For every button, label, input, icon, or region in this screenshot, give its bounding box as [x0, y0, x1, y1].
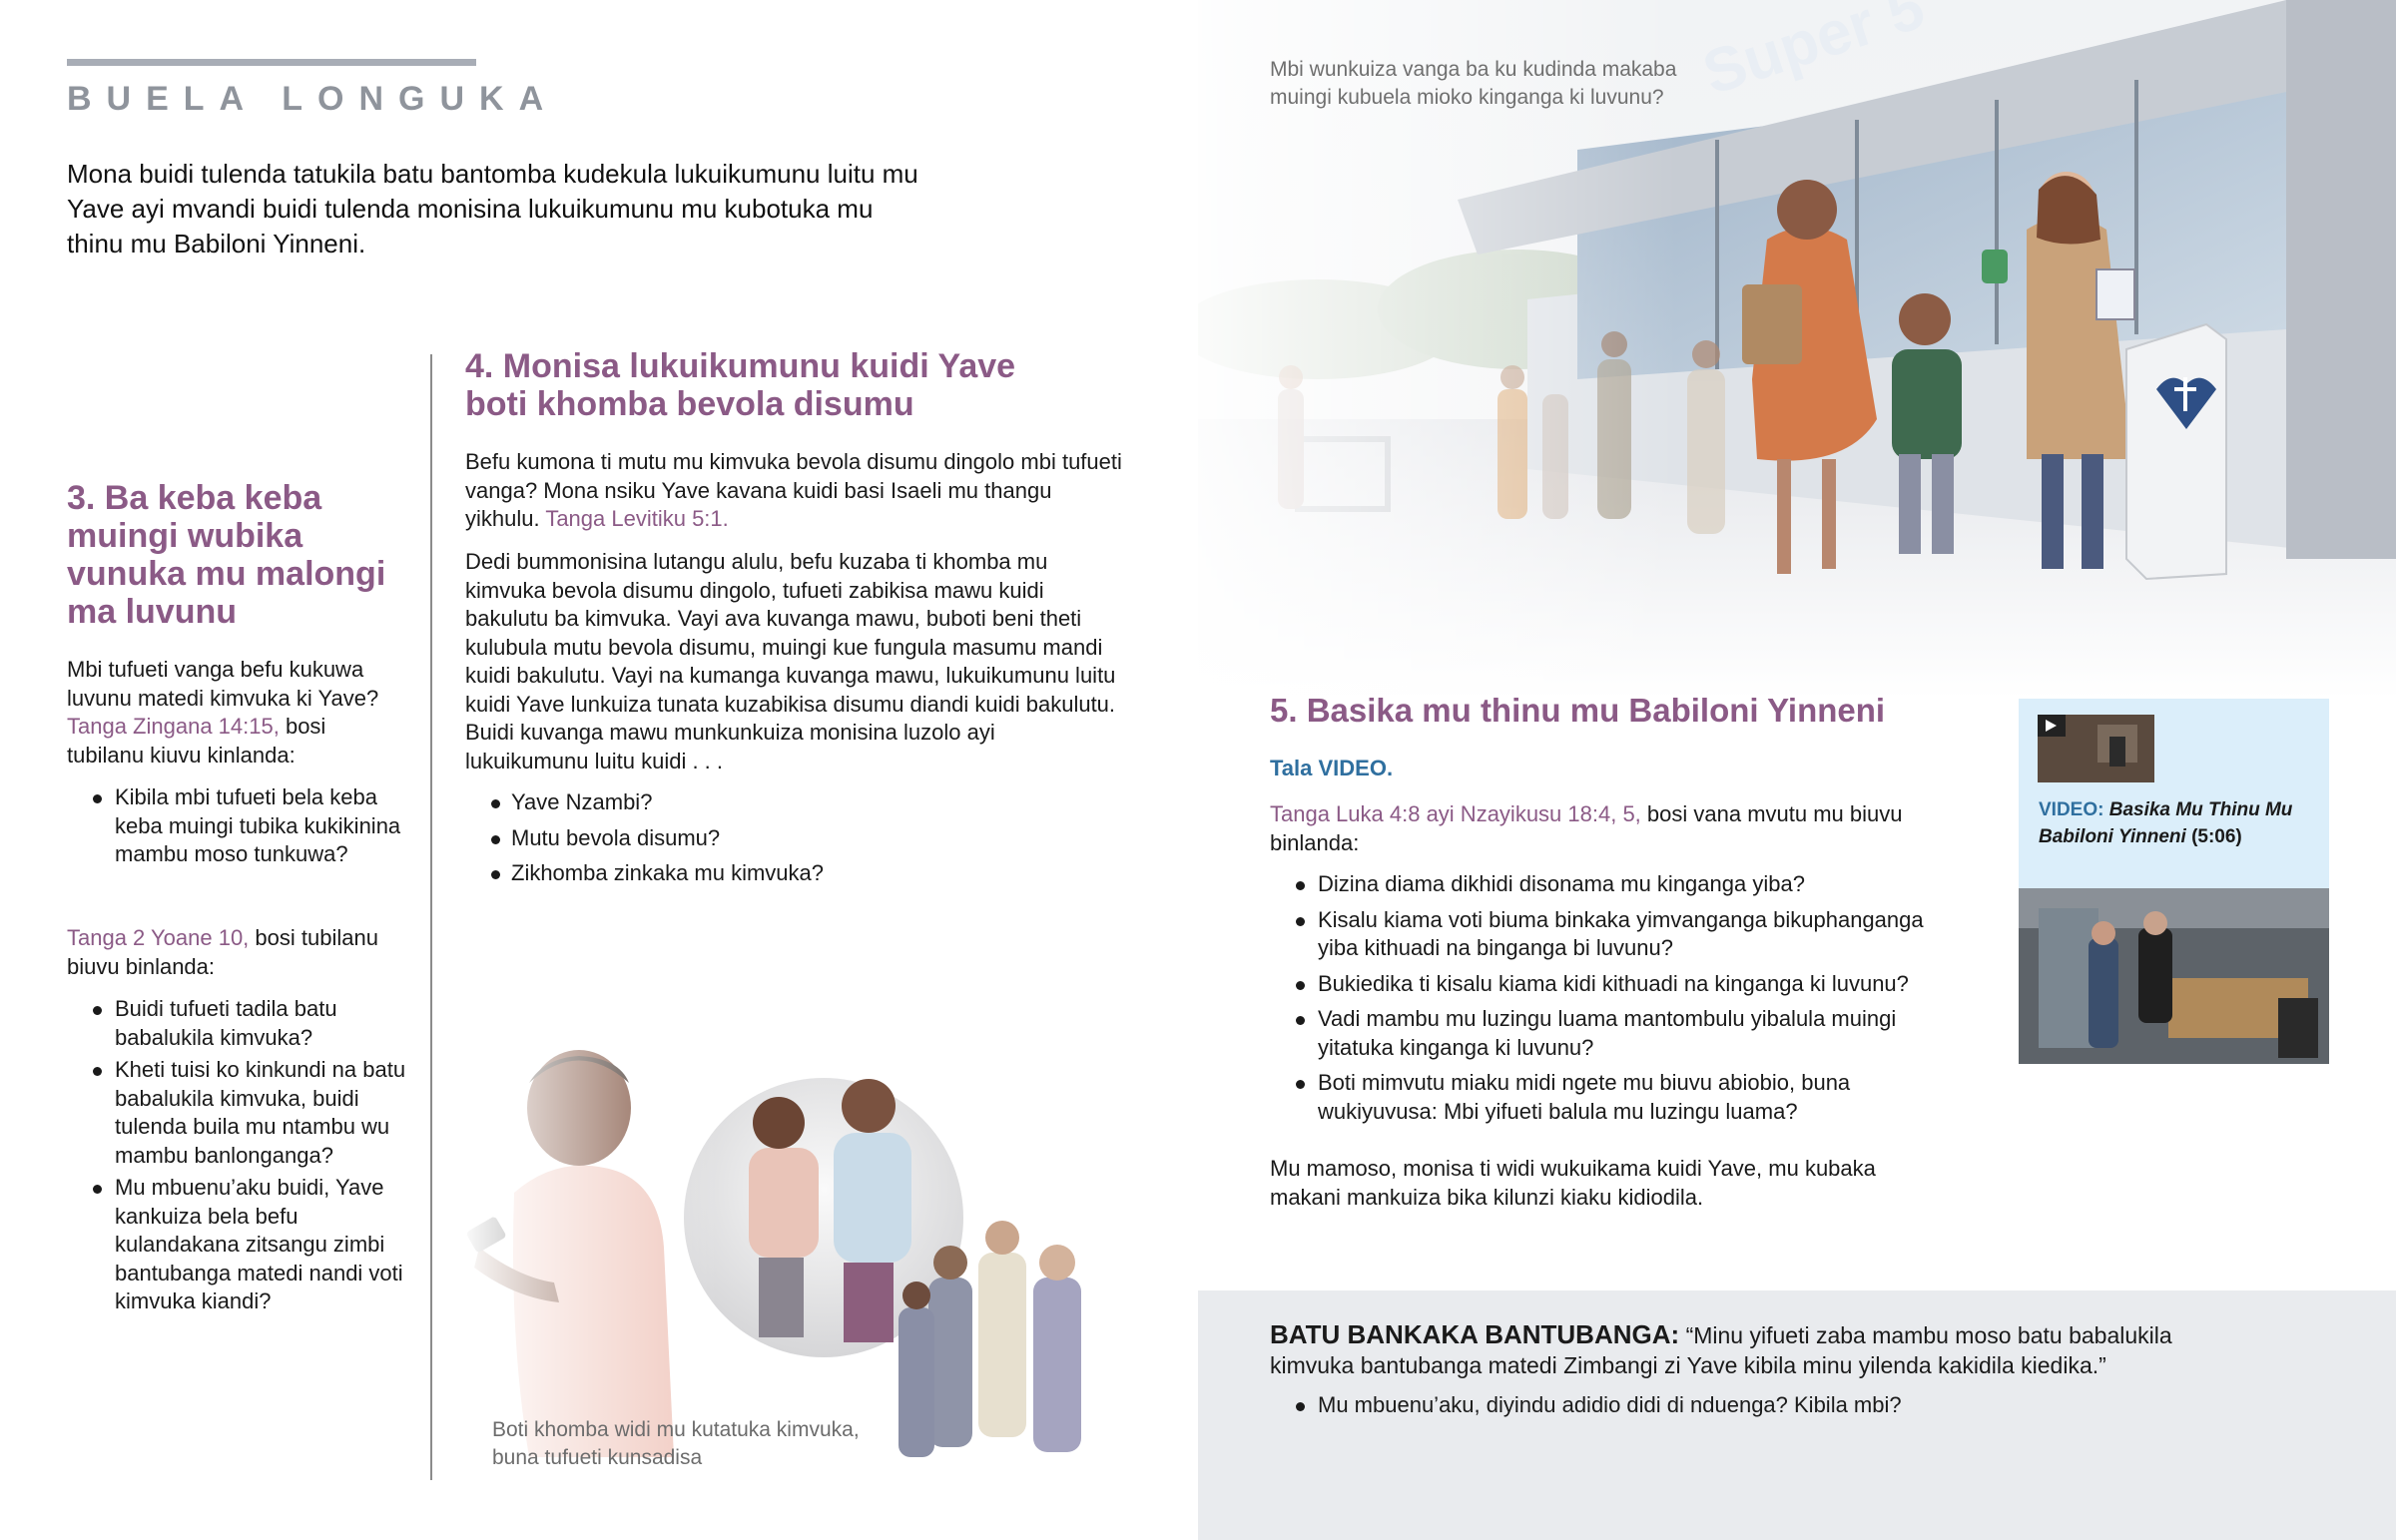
- section-5-bullets: [1270, 870, 1969, 1126]
- section-3-paragraph-2: [67, 924, 406, 981]
- video-thumbnail-small[interactable]: [2038, 715, 2154, 782]
- list-item: Zikhomba zinkaka mu kimvuka?: [465, 859, 1124, 888]
- list-item: Yave Nzambi?: [465, 788, 1124, 817]
- list-item: Dizina diama dikhidi disonama mu kinganga yiba?: [1270, 870, 1969, 899]
- section-3-title: 3. Ba keba keba muingi wubika vunuka mu malongi ma luvunu: [67, 479, 386, 631]
- section-heading-digging: BUELA LONGUKA: [67, 80, 559, 118]
- list-item: Buidi tufueti tadila batu babalukila kimvuka?: [67, 995, 406, 1052]
- list-item: Mu mbuenu’aku, diyindu adidio didi di nduenga? Kibila mbi?: [1270, 1391, 2248, 1420]
- section-4-title: 4. Monisa lukuikumunu kuidi Yave boti khomba bevola disumu: [465, 347, 1016, 423]
- video-tag: VIDEO:: [2039, 799, 2104, 820]
- watch-video-link[interactable]: Tala VIDEO.: [1270, 756, 1394, 780]
- section-4-paragraph-1: [465, 448, 1124, 534]
- others-say-quote: “Minu yifueti zaba mambu moso batu babalukila kimvuka bantubanga matedi Zimbangi zi Yave kibila minu yilenda kakidila kiedika.”: [1270, 1322, 2172, 1378]
- video-scene: [2019, 888, 2329, 1064]
- section-5-title: 5. Basika mu thinu mu Babiloni Yinneni: [1270, 692, 1886, 729]
- section-5-p1-after: bosi vana mvutu mu biuvu binlanda:: [1270, 801, 1903, 855]
- others-say-label: BATU BANKAKA BANTUBANGA:: [1270, 1319, 1680, 1349]
- column-divider: [430, 354, 432, 1480]
- video-label: [2039, 796, 2318, 850]
- section-4-paragraph-2: Dedi bummonisina lutangu alulu, befu kuzaba ti khomba mu kimvuka bevola disumu dingolo, tufueti zabikisa mawu kuidi bakulutu ba kimvuka. Vayi ava kuvanga mawu, buboti beni theti kulubula mutu bevola disumu, muingi kue fungula masumu mandi kuidi bakulutu. Vayi na kumanga kuvanga mawu, lukuikumunu luitu kuidi Yave lunkuiza tunata kuzabikisa disumu diandi kuidi bakulutu. Buidi kuvanga mawu munkunkuiza monisina luzolo ayi lukuikumunu luitu kuidi . . .: [465, 549, 1116, 773]
- section-3-questions-2: [67, 995, 406, 1316]
- play-icon: [2038, 715, 2154, 782]
- section-3-paragraph-1: [67, 656, 406, 770]
- video-duration: (5:06): [2191, 826, 2242, 847]
- video-title[interactable]: Basika Mu Thinu Mu Babiloni Yinneni: [2039, 799, 2293, 847]
- section-3-p2-after: bosi tubilanu biuvu binlanda:: [67, 925, 378, 979]
- video-thumbnail-main[interactable]: [2019, 888, 2329, 1064]
- section-3-questions-1: [67, 783, 406, 869]
- list-item: Mutu bevola disumu?: [465, 824, 1124, 853]
- list-item: Boti mimvutu miaku midi ngete mu biuvu abiobio, buna wukiyuvusa: Mbi yifueti balula mu luzingu luama?: [1270, 1069, 1969, 1126]
- scripture-ref-leviticus[interactable]: Tanga Levitiku 5:1.: [545, 506, 729, 531]
- list-item: Mu mbuenu’aku buidi, Yave kankuiza bela befu kulandakana zitsangu zimbi bantubanga matedi nandi voti kimvuka kiandi?: [67, 1174, 406, 1316]
- list-item: Kibila mbi tufueti bela keba keba muingi tubika kukikinina mambu moso tunkuwa?: [67, 783, 406, 869]
- intro-paragraph: Mona buidi tulenda tatukila batu bantomba kudekula lukuikumunu luitu mu Yave ayi mvandi buidi tulenda monisina lukuikumunu mu kubotuka mu thinu mu Babiloni Yinneni.: [67, 159, 918, 258]
- scripture-ref-proverbs[interactable]: Tanga Zingana 14:15,: [67, 714, 280, 739]
- others-say-question: [1270, 1391, 2248, 1420]
- section-3-p1-text: Mbi tufueti vanga befu kukuwa luvunu matedi kimvuka ki Yave?: [67, 657, 379, 711]
- header-rule: [67, 59, 476, 66]
- section-5-closing: Mu mamoso, monisa ti widi wukuikama kuidi Yave, mu kubaka makani mankuiza bika kilunzi kiaku kidiodila.: [1270, 1156, 1876, 1210]
- section-4-p1-text: Befu kumona ti mutu mu kimvuka bevola disumu dingolo mbi tufueti vanga? Mona nsiku Yave kavana kuidi basi Isaeli mu thangu yikhulu.: [465, 449, 1122, 531]
- others-say-text: [1270, 1319, 2248, 1380]
- list-item: Kheti tuisi ko kinkundi na batu babalukila kimvuka, buidi tulenda buila mu ntambu wu mambu banlonganga?: [67, 1056, 406, 1170]
- scripture-ref-luke-revelation[interactable]: Tanga Luka 4:8 ayi Nzayikusu 18:4, 5,: [1270, 801, 1641, 826]
- list-item: Vadi mambu mu luzingu luama mantombulu yibalula muingi yitatuka kinganga ki luvunu?: [1270, 1005, 1969, 1062]
- section-4-bullets: [465, 788, 1124, 888]
- scripture-ref-2-john[interactable]: Tanga 2 Yoane 10,: [67, 925, 250, 950]
- illustration-caption: Boti khomba widi mu kutatuka kimvuka, buna tufueti kunsadisa: [492, 1418, 860, 1469]
- illustration-caption-right: Mbi wunkuiza vanga ba ku kudinda makaba muingi kubuela mioko kinganga ki luvunu?: [1270, 58, 1677, 109]
- list-item: Bukiedika ti kisalu kiama kidi kithuadi na kinganga ki luvunu?: [1270, 970, 1969, 999]
- section-3-p1-after: bosi tubilanu kiuvu kinlanda:: [67, 714, 326, 768]
- list-item: Kisalu kiama voti biuma binkaka yimvanganga bikuphanganga yiba kithuadi na binganga bi luvunu?: [1270, 906, 1969, 963]
- section-5-paragraph-1: [1270, 800, 1969, 857]
